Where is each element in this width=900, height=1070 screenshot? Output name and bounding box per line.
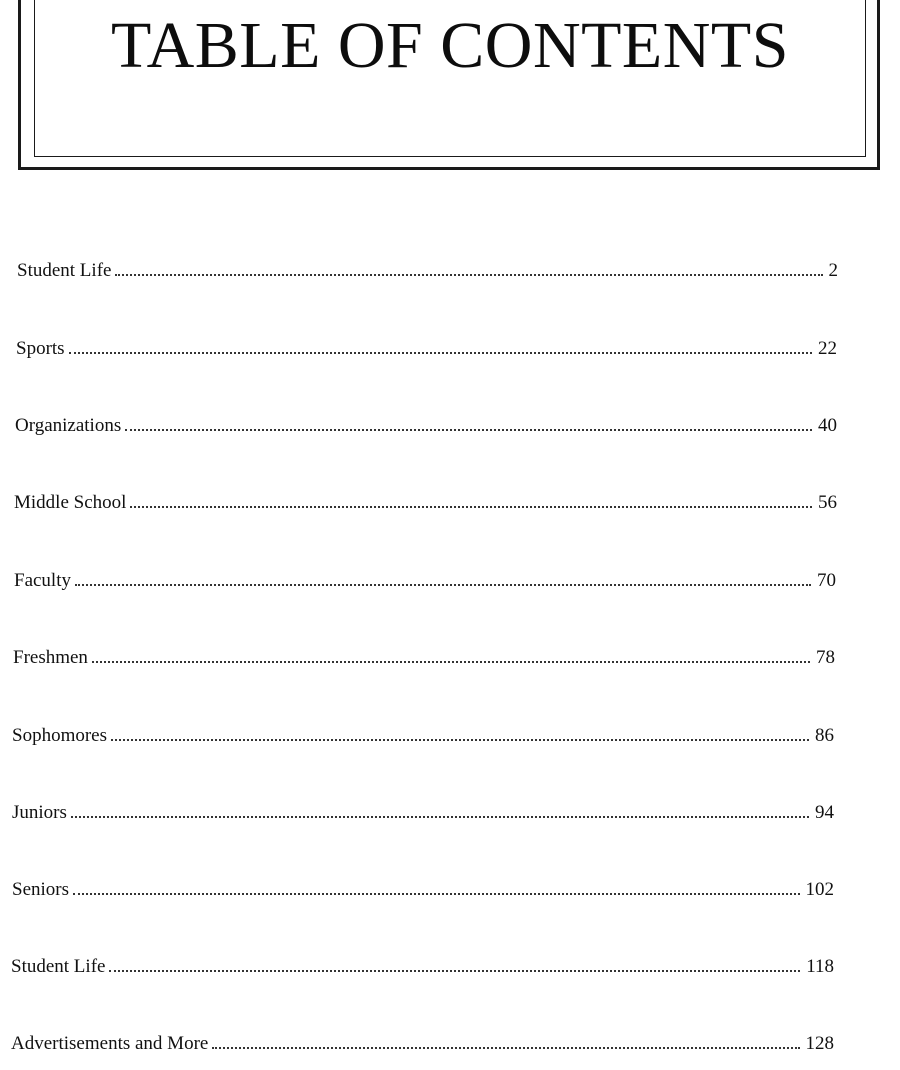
toc-entry-label: Middle School <box>14 492 127 513</box>
toc-entry-label: Faculty <box>14 570 71 591</box>
toc-entry-label: Juniors <box>12 802 67 823</box>
toc-entry <box>15 414 837 438</box>
toc-dot-leader <box>109 966 800 972</box>
toc-entry-page-number: 128 <box>805 1033 834 1054</box>
toc-dot-leader <box>71 812 809 818</box>
toc-entry-label: Student Life <box>17 260 112 281</box>
toc-dot-leader <box>69 348 812 354</box>
toc-entry <box>14 569 836 593</box>
toc-dot-leader <box>130 502 812 508</box>
toc-entry <box>16 337 837 361</box>
toc-entry-page-number: 78 <box>816 647 835 668</box>
toc-dot-leader <box>212 1043 799 1049</box>
toc-entry-label: Freshmen <box>13 647 88 668</box>
toc-entry-label: Seniors <box>12 879 69 900</box>
toc-entry-page-number: 56 <box>818 492 837 513</box>
toc-dot-leader <box>75 580 811 586</box>
toc-entry <box>12 724 834 748</box>
toc-entry-label: Organizations <box>15 415 122 436</box>
toc-entry-page-number: 2 <box>828 260 838 281</box>
toc-entry-page-number: 86 <box>815 725 834 746</box>
toc-entry-label: Advertisements and More <box>11 1033 209 1054</box>
toc-entry <box>12 801 834 825</box>
toc-entry-label: Student Life <box>11 956 106 977</box>
page-title: TABLE OF CONTENTS <box>111 9 789 82</box>
toc-entry-page-number: 40 <box>818 415 837 436</box>
toc-entry-page-number: 102 <box>805 879 834 900</box>
toc-dot-leader <box>125 425 812 431</box>
toc-dot-leader <box>92 657 810 663</box>
toc-entry <box>11 955 834 979</box>
toc-entry <box>13 646 835 670</box>
toc-entry <box>11 1032 834 1056</box>
toc-entry-label: Sophomores <box>12 725 107 746</box>
toc-entry-page-number: 22 <box>818 338 837 359</box>
toc-dot-leader <box>115 270 822 276</box>
toc-entry-page-number: 70 <box>817 570 836 591</box>
toc-entry <box>12 878 834 902</box>
toc-entry-label: Sports <box>16 338 65 359</box>
toc-dot-leader <box>73 889 800 895</box>
toc-dot-leader <box>111 735 809 741</box>
toc-entry <box>14 491 837 515</box>
toc-entry <box>17 259 838 283</box>
toc-entry-page-number: 118 <box>806 956 834 977</box>
toc-entry-page-number: 94 <box>815 802 834 823</box>
